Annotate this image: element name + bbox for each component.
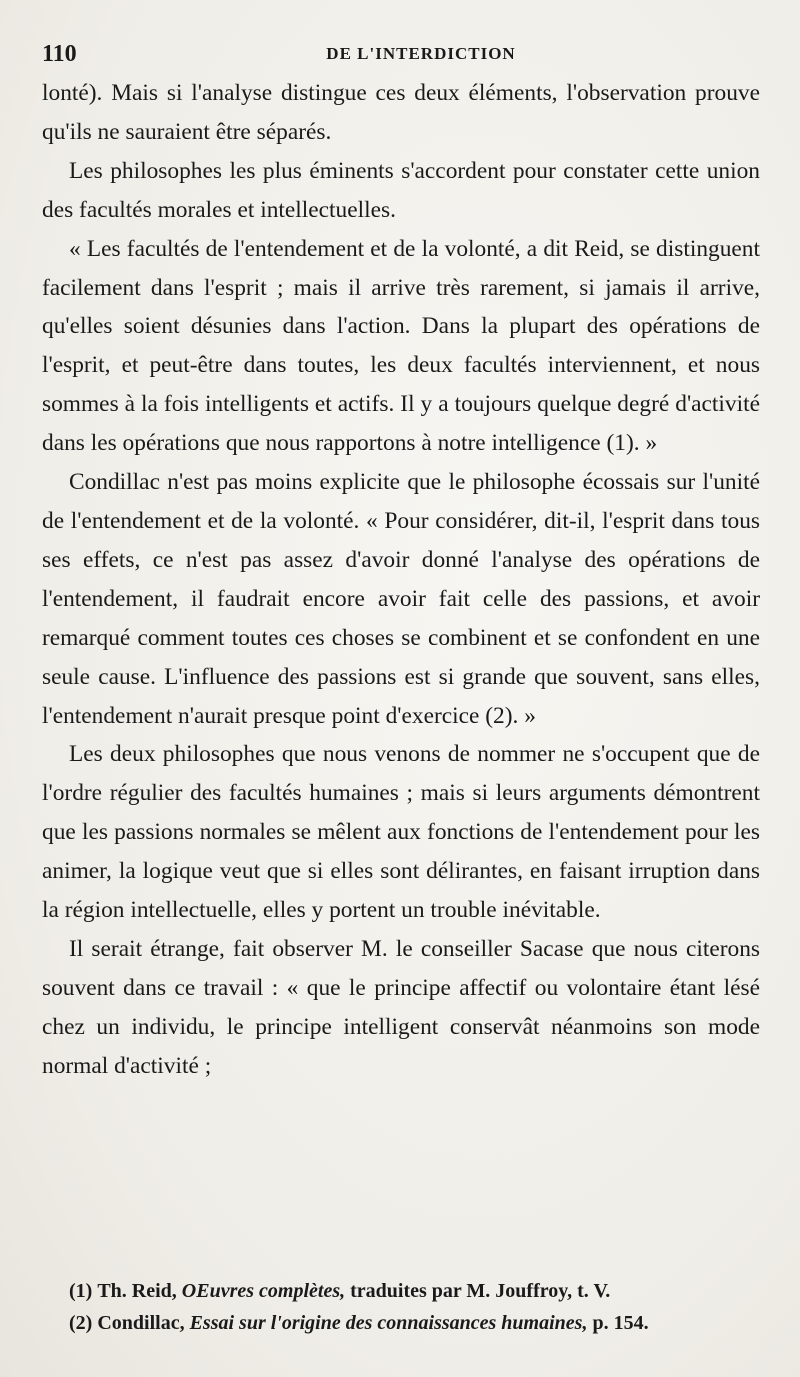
paragraph: lonté). Mais si l'analyse distingue ces deux éléments, l'observation prouve qu'ils ne sauraient être séparés. — [42, 80, 760, 145]
running-header — [42, 34, 760, 74]
paragraph: Il serait étrange, fait observer M. le conseiller Sacase que nous citerons souvent dans ce travail : « que le principe affectif ou volontaire étant lésé chez un individu, le principe intelligent conservât néanmoins son mode normal d'activité ; — [42, 935, 760, 1079]
footnote-work-title: OEuvres complètes, — [181, 1280, 346, 1302]
paragraph: « Les facultés de l'entendement et de la volonté, a dit Reid, se distinguent facilement dans l'esprit ; mais il arrive très rarement, si jamais il arrive, qu'elles soient désunies dans l'action. Dans la plupart des opérations de l'esprit, et peut-être dans toutes, les deux facultés interviennent, et nous sommes à la fois intelligents et actifs. Il y a toujours quelque degré d'activité dans les opérations que nous rapportons à notre intelligence (1). » — [42, 235, 760, 457]
footnote — [42, 1275, 760, 1307]
footnote — [42, 1307, 760, 1339]
footnote-mark: (1) — [69, 1280, 93, 1302]
running-title: DE L'INTERDICTION — [326, 44, 516, 63]
footnote-author: Condillac, — [97, 1312, 185, 1334]
footnote-mark: (2) — [69, 1312, 93, 1334]
page-number: 110 — [42, 41, 77, 67]
body-text — [42, 74, 760, 1086]
paragraph: Condillac n'est pas moins explicite que le philosophe écossais sur l'unité de l'entendement et de la volonté. « Pour considérer, dit-il, l'esprit dans tous ses effets, ce n'est pas assez d'avoir donné l'analyse des opérations de l'entendement, il faudrait encore avoir fait celle des passions, et avoir remarqué comment toutes ces choses se combinent et se confondent en une seule cause. L'influence des passions est si grande que souvent, sans elles, l'entendement n'aurait presque point d'exercice (2). » — [42, 469, 760, 729]
footnote-author: Th. Reid, — [97, 1280, 177, 1302]
paragraph: Les philosophes les plus éminents s'accordent pour constater cette union des facultés morales et intellectuelles. — [42, 157, 760, 223]
footnote-detail: traduites par M. Jouffroy, t. V. — [350, 1280, 611, 1302]
footnote-work-title: Essai sur l'origine des connaissances humaines, — [189, 1312, 588, 1334]
footnote-detail: p. 154. — [592, 1312, 649, 1334]
paragraph: Les deux philosophes que nous venons de nommer ne s'occupent que de l'ordre régulier des facultés humaines ; mais si leurs arguments démontrent que les passions normales se mêlent aux fonctions de l'entendement pour les animer, la logique veut que si elles sont délirantes, en faisant irruption dans la région intellectuelle, elles y portent un trouble inévitable. — [42, 741, 760, 924]
footnotes — [42, 1275, 760, 1339]
